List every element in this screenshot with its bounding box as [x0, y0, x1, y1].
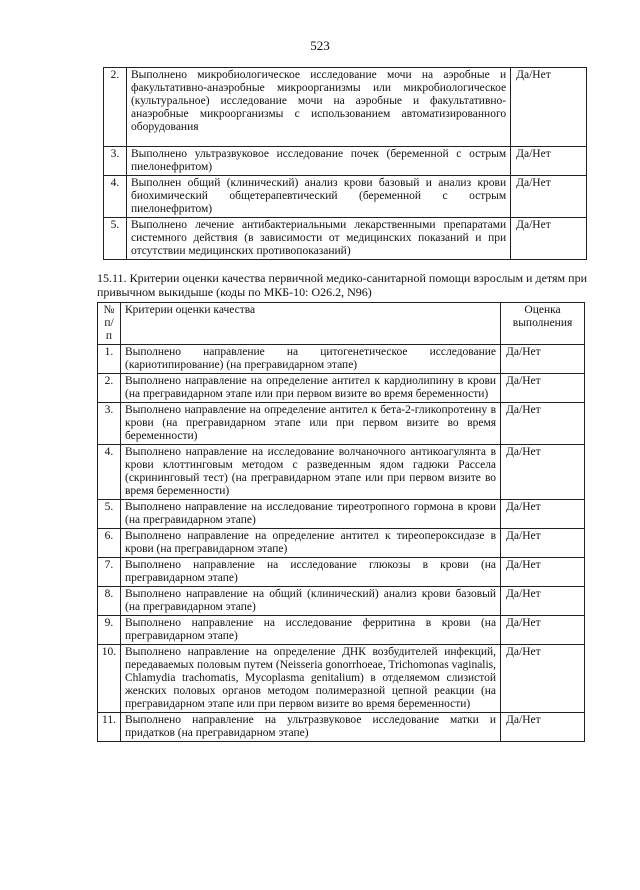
table-row: [98, 558, 585, 587]
criterion-text: Выполнено направление на исследование тиреотропного гормона в крови (на прегравидарном этапе): [120, 500, 500, 529]
row-number: 3.: [98, 403, 121, 445]
criterion-text: Выполнено направление на определение антител к кардиолипину в крови (на прегравидарном этапе или при первом визите во время беременности): [120, 374, 500, 403]
criterion-text: Выполнено ультразвуковое исследование почек (беременной с острым пиелонефритом): [126, 147, 510, 176]
rating-value: Да/Нет: [501, 345, 585, 374]
row-number: 8.: [98, 587, 121, 616]
criterion-text: Выполнено направление на исследование глюкозы в крови (на прегравидарном этапе): [120, 558, 500, 587]
rating-value: Да/Нет: [511, 218, 587, 260]
criterion-text: Выполнен общий (клинический) анализ крови базовый и анализ крови биохимический общетерапевтический (беременной с острым пиелонефритом): [126, 176, 510, 218]
rating-value: Да/Нет: [501, 616, 585, 645]
row-number: 10.: [98, 645, 121, 713]
rating-value: Да/Нет: [511, 147, 587, 176]
row-number: 9.: [98, 616, 121, 645]
criterion-text: Выполнено микробиологическое исследование мочи на аэробные и факультативно-анаэробные микроорганизмы или микробиологическое (культуральное) исследование мочи на аэробные и факультативно-анаэробные микроорганизмы с использованием автоматизированного оборудования: [126, 68, 510, 147]
table-row: [98, 713, 585, 742]
rating-value: Да/Нет: [501, 529, 585, 558]
row-number: 4.: [98, 445, 121, 500]
table-row: [98, 587, 585, 616]
table-row: [98, 403, 585, 445]
criteria-table-continued: [103, 67, 587, 260]
rating-value: Да/Нет: [501, 558, 585, 587]
rating-value: Да/Нет: [511, 176, 587, 218]
row-number: 11.: [98, 713, 121, 742]
rating-value: Да/Нет: [501, 403, 585, 445]
row-number: 2.: [98, 374, 121, 403]
table-row: [104, 68, 587, 147]
table-row: [98, 445, 585, 500]
page-number: 523: [310, 38, 330, 53]
criterion-text: Выполнено направление на определение антител к тиреопероксидазе в крови (на прегравидарном этапе): [120, 529, 500, 558]
criterion-text: Выполнено направление на общий (клинический) анализ крови базовый (на прегравидарном этапе): [120, 587, 500, 616]
table-row: [104, 176, 587, 218]
table-row: [98, 345, 585, 374]
column-header-criteria: Критерии оценки качества: [120, 303, 500, 345]
column-header-rating: Оценка выполнения: [501, 303, 585, 345]
rating-value: Да/Нет: [501, 587, 585, 616]
row-number: 7.: [98, 558, 121, 587]
criterion-text: Выполнено направление на определение антител к бета-2-гликопротеину в крови (на прегравидарном этапе или при первом визите во время беременности): [120, 403, 500, 445]
table-header-row: [98, 303, 585, 345]
criterion-text: Выполнено направление на определение ДНК возбудителей инфекций, передаваемых половым путем (Neisseria gonorrhoeae, Trichomonas vaginalis, Chlamydia trachomatis, Mycoplasma genitalium) в отделяемом слизистой женских половых органов методом полимеразной цепной реакции (на прегравидарном этапе или при первом визите во время беременности): [120, 645, 500, 713]
criterion-text: Выполнено направление на ультразвуковое исследование матки и придатков (на прегравидарном этапе): [120, 713, 500, 742]
table-row: [104, 218, 587, 260]
criterion-text: Выполнено лечение антибактериальными лекарственными препаратами системного действия (в зависимости от медицинских показаний и при отсутствии медицинских противопоказаний): [126, 218, 510, 260]
criterion-text: Выполнено направление на цитогенетическое исследование (кариотипирование) (на прегравидарном этапе): [120, 345, 500, 374]
section-caption: 15.11. Критерии оценки качества первичной медико-санитарной помощи взрослым и детям при привычном выкидыше (коды по МКБ-10: O26.2, N96): [97, 271, 587, 299]
row-number: 1.: [98, 345, 121, 374]
criteria-table: [97, 302, 585, 742]
table-row: [104, 147, 587, 176]
criterion-text: Выполнено направление на исследование волчаночного антикоагулянта в крови клоттинговым методом с разведенным ядом гадюки Рассела (скрининговый тест) (на прегравидарном этапе или при первом визите во время беременности): [120, 445, 500, 500]
rating-value: Да/Нет: [501, 645, 585, 713]
table-row: [98, 616, 585, 645]
table-row: [98, 500, 585, 529]
rating-value: Да/Нет: [501, 445, 585, 500]
row-number: 5.: [98, 500, 121, 529]
row-number: 2.: [104, 68, 127, 147]
table-row: [98, 529, 585, 558]
column-header-number: № п/п: [98, 303, 121, 345]
rating-value: Да/Нет: [501, 374, 585, 403]
rating-value: Да/Нет: [511, 68, 587, 147]
row-number: 5.: [104, 218, 127, 260]
row-number: 3.: [104, 147, 127, 176]
rating-value: Да/Нет: [501, 713, 585, 742]
table-row: [98, 645, 585, 713]
row-number: 6.: [98, 529, 121, 558]
criterion-text: Выполнено направление на исследование ферритина в крови (на прегравидарном этапе): [120, 616, 500, 645]
rating-value: Да/Нет: [501, 500, 585, 529]
table-row: [98, 374, 585, 403]
row-number: 4.: [104, 176, 127, 218]
